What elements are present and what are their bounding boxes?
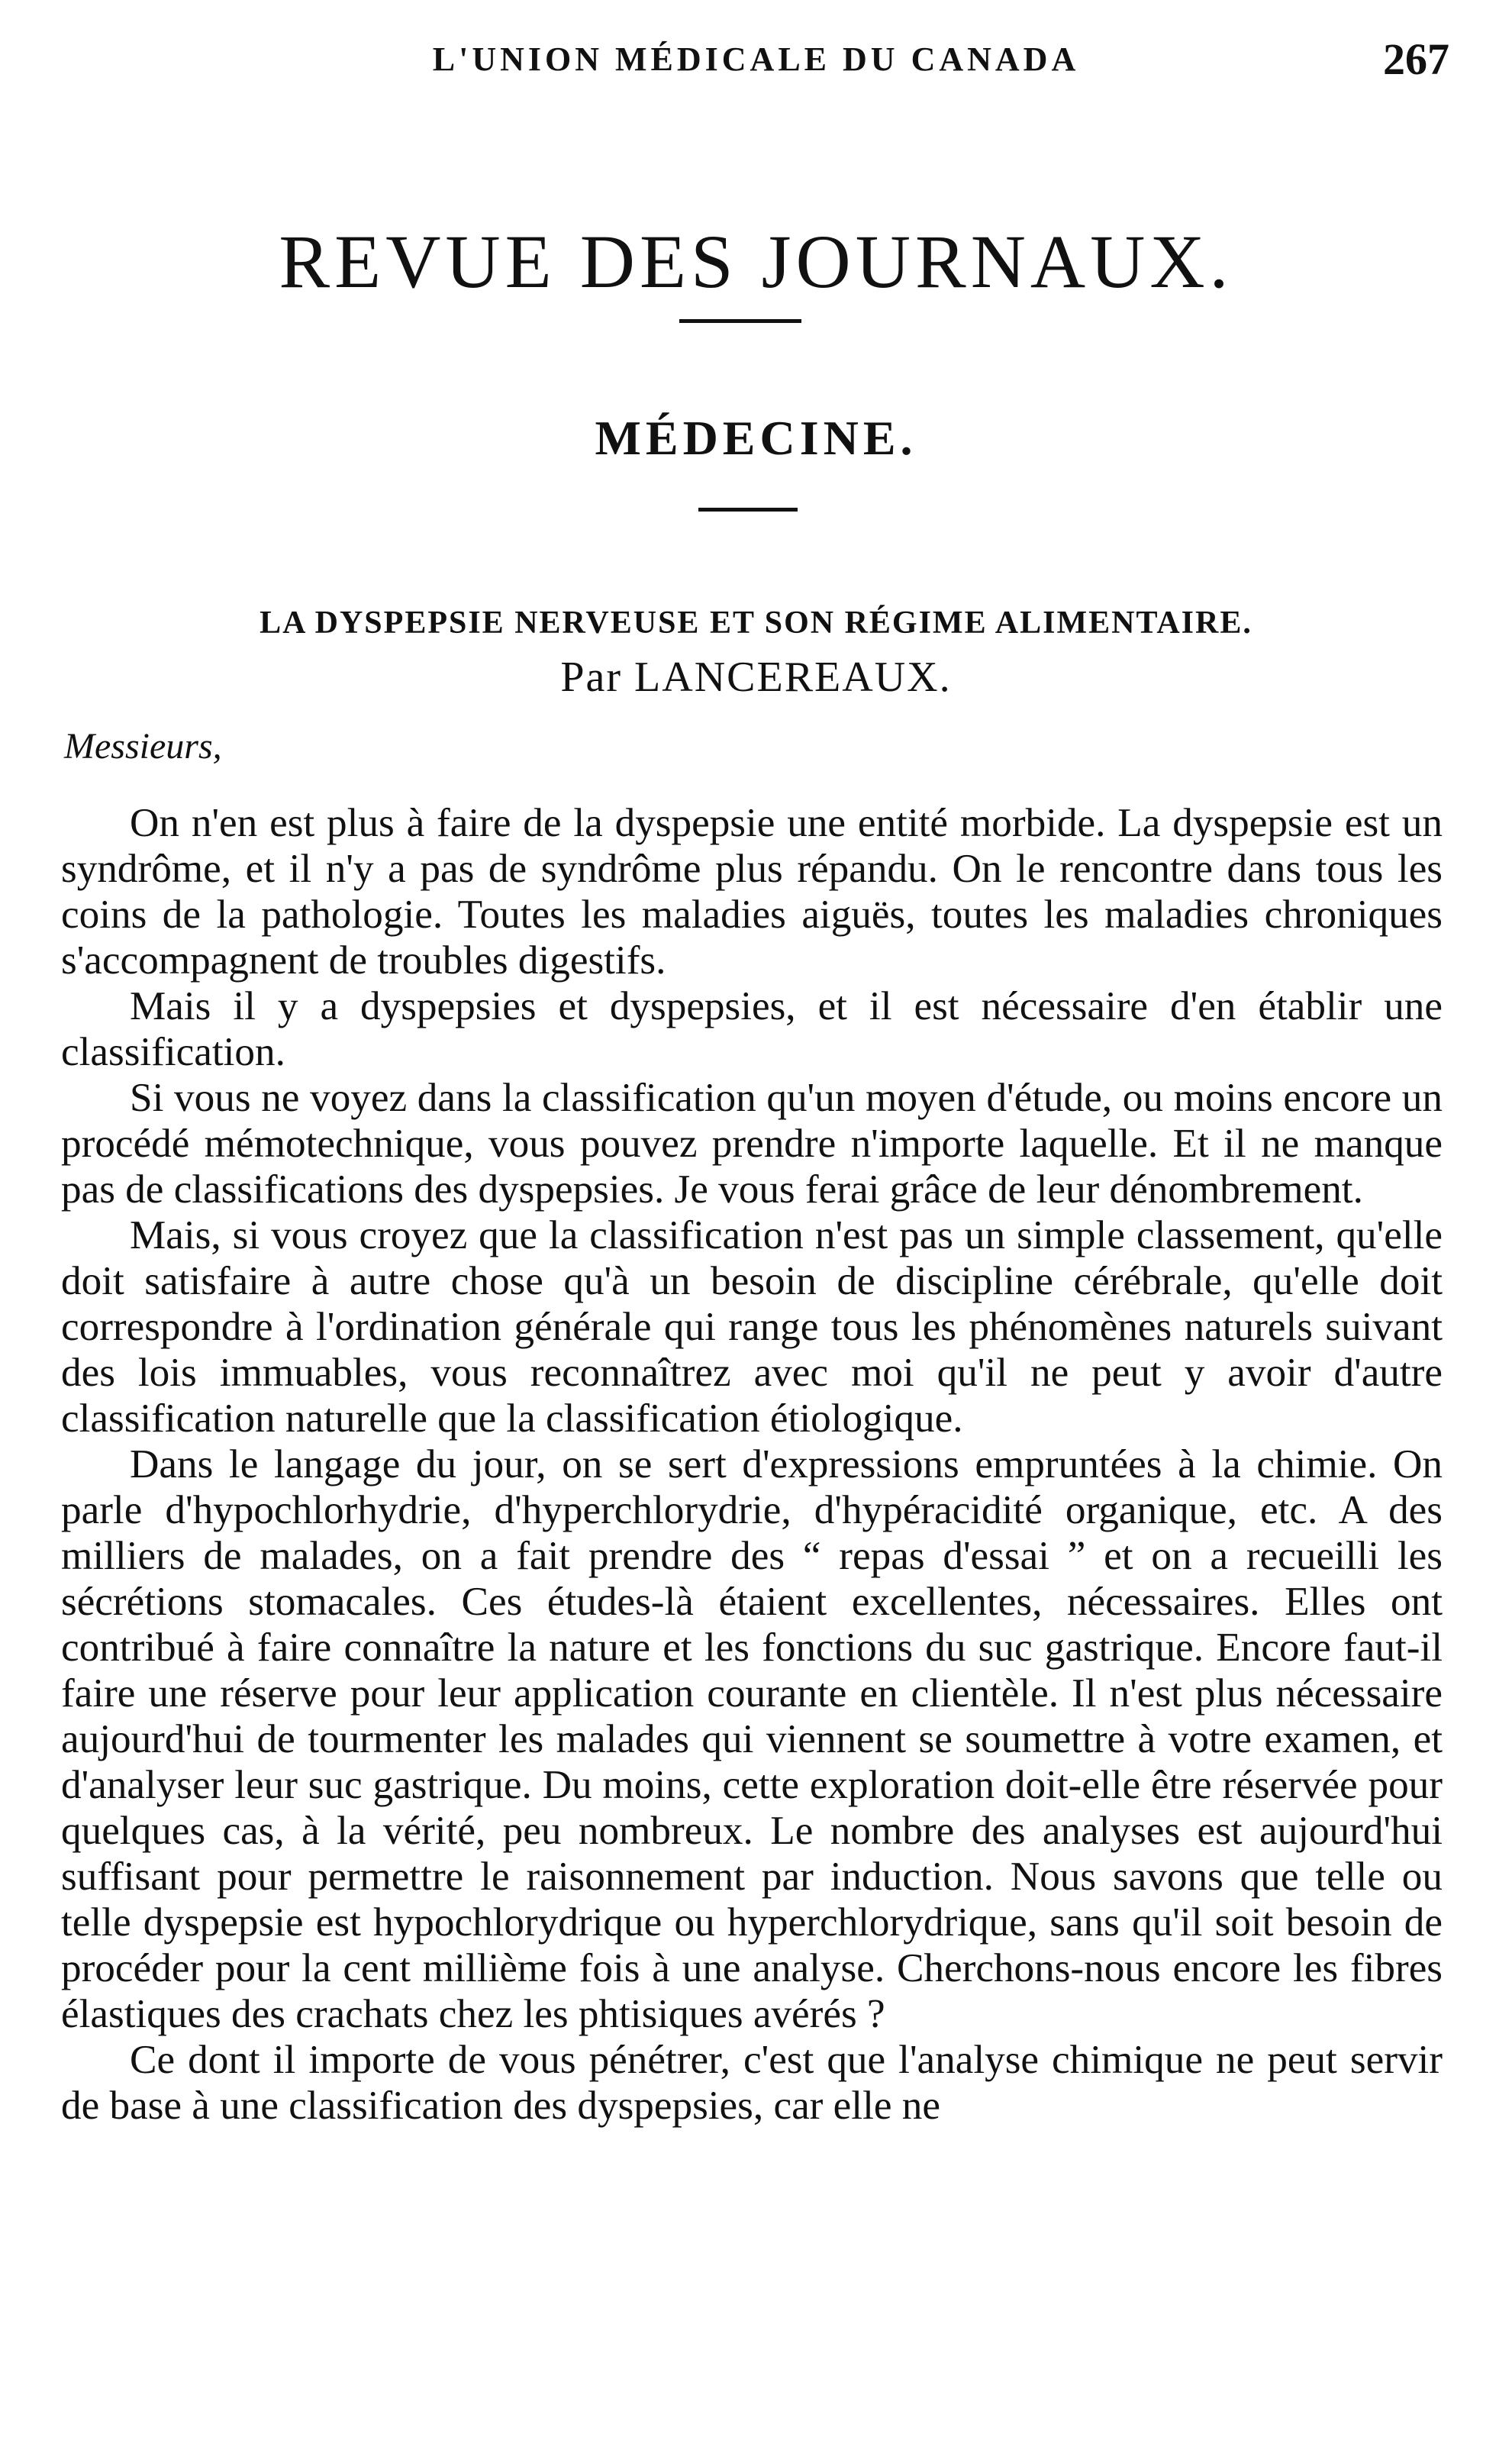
- article-title: LA DYSPEPSIE NERVEUSE ET SON RÉGIME ALIMENTAIRE.: [260, 605, 1252, 641]
- salutation: Messieurs,: [64, 726, 222, 767]
- divider-rule: [698, 508, 798, 512]
- running-title: L'UNION MÉDICALE DU CANADA: [432, 40, 1080, 78]
- page-number: 267: [1383, 34, 1449, 84]
- paragraph: Ce dont il importe de vous pénétrer, c'est que l'analyse chimique ne peut servir de base à une classification des dyspepsies, car elle ne: [61, 2037, 1443, 2128]
- article-body: [61, 800, 1443, 2129]
- page-header: [0, 29, 1512, 90]
- paragraph: Mais il y a dyspepsies et dyspepsies, et il est nécessaire d'en établir une classification.: [61, 983, 1443, 1074]
- paragraph: Mais, si vous croyez que la classification n'est pas un simple classement, qu'elle doit satisfaire à autre chose qu'à un besoin de discipline cérébrale, qu'elle doit correspondre à l'ordination générale qui range tous les phénomènes naturels suivant des lois immuables, vous reconnaîtrez avec moi qu'il ne peut y avoir d'autre classification naturelle que la classification étiologique.: [61, 1212, 1443, 1441]
- divider-rule: [679, 319, 801, 323]
- article-byline: Par LANCEREAUX.: [560, 654, 952, 701]
- paragraph: Si vous ne voyez dans la classification qu'un moyen d'étude, ou moins encore un procédé mémotechnique, vous pouvez prendre n'importe laquelle. Et il ne manque pas de classifications des dyspepsies. Je vous ferai grâce de leur dénombrement.: [61, 1075, 1443, 1212]
- paragraph: Dans le langage du jour, on se sert d'expressions empruntées à la chimie. On parle d'hypochlorhydrie, d'hyperchlorydrie, d'hypéracidité organique, etc. A des milliers de malades, on a fait prendre des “ repas d'essai ” et on a recueilli les sécrétions stomacales. Ces études-là étaient excellentes, nécessaires. Elles ont contribué à faire connaître la nature et les fonctions du suc gastrique. Encore faut-il faire une réserve pour leur application courante en clientèle. Il n'est plus nécessaire aujourd'hui de tourmenter les malades qui viennent se soumettre à votre examen, et d'analyser leur suc gastrique. Du moins, cette exploration doit-elle être réservée pour quelques cas, à la vérité, peu nombreux. Le nombre des analyses est aujourd'hui suffisant pour permettre le raisonnement par induction. Nous savons que telle ou telle dyspepsie est hypochlorydrique ou hyperchlorydrique, sans qu'il soit besoin de procéder pour la cent millième fois à une analyse. Cherchons-nous encore les fibres élastiques des crachats chez les phtisiques avérés ?: [61, 1441, 1443, 2036]
- paragraph: On n'en est plus à faire de la dyspepsie une entité morbide. La dyspepsie est un syndrôme, et il n'y a pas de syndrôme plus répandu. On le rencontre dans tous les coins de la pathologie. Toutes les maladies aiguës, toutes les maladies chroniques s'accompagnent de troubles digestifs.: [61, 800, 1443, 983]
- page-title: REVUE DES JOURNAUX.: [279, 219, 1233, 304]
- section-title: MÉDECINE.: [595, 411, 917, 466]
